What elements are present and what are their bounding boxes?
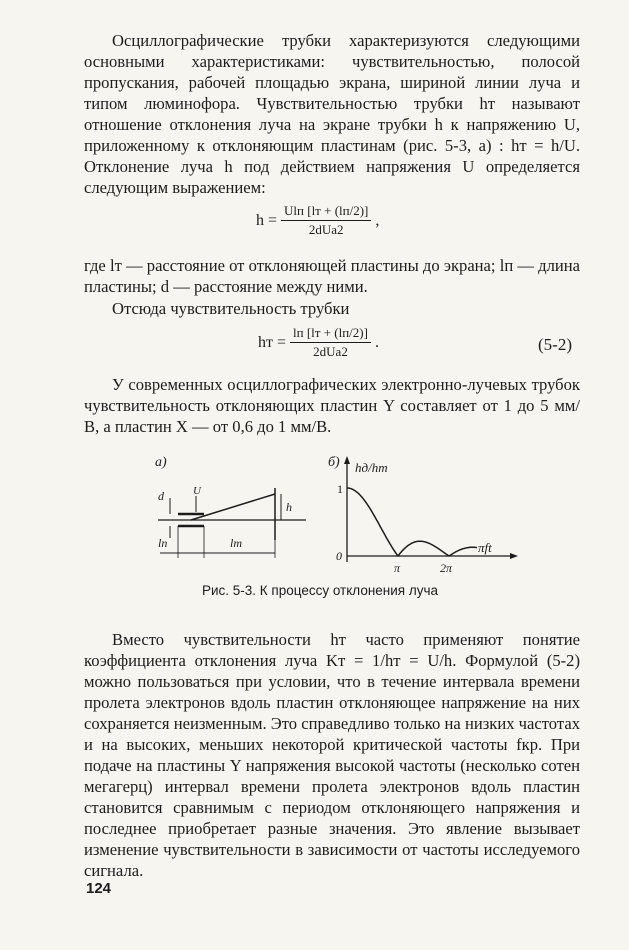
formula-lhs: h = xyxy=(256,211,278,229)
formula-trail: . xyxy=(374,333,379,351)
figure-deflection xyxy=(0,440,629,580)
formula-sensitivity xyxy=(258,325,379,360)
origin-label: 0 xyxy=(336,549,342,563)
formula-deflection xyxy=(256,203,379,238)
formula-numerator: Ulп [lт + (lп/2)] xyxy=(281,203,371,221)
label-d: d xyxy=(158,489,164,503)
figure-caption: Рис. 5-3. К процессу отклонения луча xyxy=(202,583,439,598)
formula-fraction xyxy=(281,203,371,238)
page-number: 124 xyxy=(86,880,112,897)
label-u: U xyxy=(193,485,201,497)
paragraph-hence: Отсюда чувствительность трубки xyxy=(112,299,350,318)
formula-fraction xyxy=(290,325,371,360)
paragraph-definitions: где lт — расстояние от отклоняющей пластины до экрана; lп — длина пластины; d — расстояние между ними. xyxy=(84,256,580,296)
x-axis-label: πft xyxy=(478,540,492,555)
y-axis-arrow xyxy=(344,456,350,464)
label-lp: lп xyxy=(158,536,168,550)
panel-b-label: б) xyxy=(328,455,340,470)
y-axis-label: hд/hт xyxy=(355,460,388,475)
formula-denominator: 2dUа2 xyxy=(313,344,348,359)
panel-a-label: а) xyxy=(155,455,167,470)
equation-number: (5-2) xyxy=(538,335,572,354)
formula-numerator: lп [lт + (lп/2)] xyxy=(290,325,371,343)
x-tick-2pi: 2π xyxy=(440,561,453,575)
paragraph-deflection-coefficient: Вместо чувствительности hт часто применяют понятие коэффициента отклонения луча Kт = 1/hт = U/h. Формулой (5-2) можно пользоваться при условии, что в течение интервала времени пролета электронов вдоль пластин отклоняющее напряжение на них сохраняется неизменным. Это справедливо только на низких частотах и на высоких, меньших некоторой критической частоты fкр. При подаче на пластины Y напряжения высокой частоты (несколько сотен мегагерц) интервал времени пролета электронов вдоль пластин становится сравнимым с периодом отклоняющего напряжения и последнее приобретает разные значения. Это явление вызывает изменение чувствительности в зависимости от частоты исследуемого сигнала. xyxy=(84,630,580,880)
x-axis-arrow xyxy=(510,553,518,559)
formula-denominator: 2dUа2 xyxy=(308,222,344,237)
label-h: h xyxy=(286,500,292,514)
x-tick-pi: π xyxy=(394,561,401,575)
beam-path xyxy=(191,494,275,520)
sensitivity-curve xyxy=(347,488,477,556)
paragraph-characteristics: Осциллографические трубки характеризуются следующими основными характеристиками: чувствительностью, полосой пропускания, рабочей площадью экрана, шириной линии луча и типом люминофора. Чувствительностью трубки hт называют отношение отклонения луча на экране трубки h к напряжению U, приложенному к отклоняющим пластинам (рис. 5-3, а) : hт = h/U. Отклонение луча h под действием напряжения U определяется следующим выражением: xyxy=(84,31,580,197)
paragraph-modern-tubes: У современных осциллографических электронно-лучевых трубок чувствительность отклоняющих пластин Y составляет от 1 до 5 мм/В, а пластин X — от 0,6 до 1 мм/В. xyxy=(84,375,580,436)
formula-trail: , xyxy=(375,211,380,229)
label-lt: lт xyxy=(230,536,242,550)
formula-lhs: hт = xyxy=(258,333,287,351)
y-tick-one: 1 xyxy=(337,482,343,496)
